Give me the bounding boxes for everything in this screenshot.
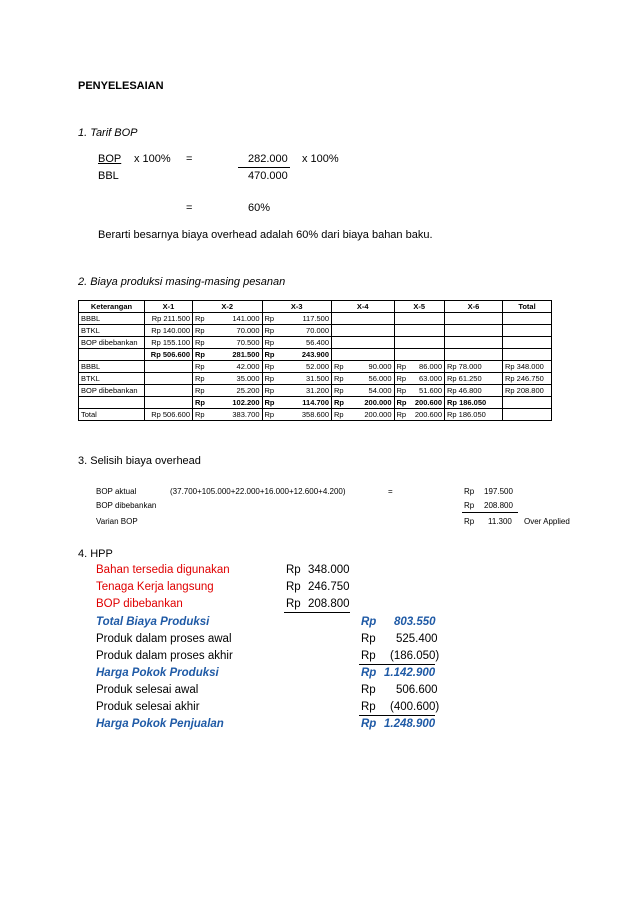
section-3-heading: 3. Selisih biaya overhead	[78, 455, 201, 467]
hpp-row-rp: Rp	[286, 598, 301, 610]
cogm-value: 1.142.900	[384, 667, 436, 679]
header-x5: X-5	[394, 301, 445, 313]
cost-table	[78, 300, 552, 421]
cell-label	[79, 397, 145, 409]
cell-x2: 141.000	[207, 313, 262, 325]
cell-x4	[346, 325, 394, 337]
wip-end-rp: Rp	[361, 650, 376, 662]
table-row	[79, 373, 552, 385]
times-100-label-2: x 100%	[302, 153, 339, 165]
cell-x3: 31.200	[277, 385, 332, 397]
numerator-value: 282.000	[248, 153, 288, 165]
cell-x3: 56.400	[277, 337, 332, 349]
cell-x1: Rp 506.600	[145, 349, 193, 361]
cell-label: BTKL	[79, 325, 145, 337]
hpp-row-value: 208.800	[308, 598, 350, 610]
cell-label: BBBL	[79, 313, 145, 325]
table-row	[79, 409, 552, 421]
cell-x1: Rp 506.600	[145, 409, 193, 421]
cell-x5c: Rp	[394, 409, 409, 421]
cell-x6: Rp 78.000	[445, 361, 503, 373]
cell-total: Rp 208.800	[503, 385, 552, 397]
cell-x6: Rp 46.800	[445, 385, 503, 397]
cell-x3: 358.600	[277, 409, 332, 421]
fg-begin-value: 506.600	[396, 684, 438, 696]
section-2-heading: 2. Biaya produksi masing-masing pesanan	[78, 276, 286, 288]
cell-x6: Rp 186.050	[445, 397, 503, 409]
header-total: Total	[503, 301, 552, 313]
cell-x2: 281.500	[207, 349, 262, 361]
cell-x2c: Rp	[193, 313, 208, 325]
total-production-value: 803.550	[394, 616, 436, 628]
cell-x6	[445, 337, 503, 349]
hpp-row-rp: Rp	[286, 581, 301, 593]
overhead-underline	[284, 612, 350, 613]
cell-x6	[445, 313, 503, 325]
cell-x3c: Rp	[262, 325, 277, 337]
cell-x3c: Rp	[262, 373, 277, 385]
cell-x4	[346, 337, 394, 349]
cell-x4: 200.000	[346, 397, 394, 409]
cell-x5c	[394, 325, 409, 337]
bop-applied-label: BOP dibebankan	[96, 501, 157, 510]
cell-x3c: Rp	[262, 409, 277, 421]
hpp-row-value: 348.000	[308, 564, 350, 576]
cell-x1	[145, 361, 193, 373]
cell-x2: 70.000	[207, 325, 262, 337]
cell-x3: 31.500	[277, 373, 332, 385]
cell-x2c: Rp	[193, 409, 208, 421]
bop-actual-label: BOP aktual	[96, 487, 137, 496]
cell-x4c	[332, 313, 347, 325]
cell-total	[503, 397, 552, 409]
table-row	[79, 361, 552, 373]
cell-x5: 200.600	[409, 409, 445, 421]
cell-x4: 200.000	[346, 409, 394, 421]
fg-end-label: Produk selesai akhir	[96, 701, 200, 713]
cogs-label: Harga Pokok Penjualan	[96, 718, 224, 730]
cell-x4c	[332, 337, 347, 349]
cell-x6	[445, 349, 503, 361]
cell-x1	[145, 397, 193, 409]
cell-x4c: Rp	[332, 361, 347, 373]
wip-end-value: (186.050)	[390, 650, 440, 662]
bop-applied-value: 208.800	[484, 501, 513, 510]
cell-x5: 86.000	[409, 361, 445, 373]
cogm-rp: Rp	[361, 667, 377, 679]
times-100-label: x 100%	[134, 153, 171, 165]
cell-x1: Rp 211.500	[145, 313, 193, 325]
cell-total	[503, 409, 552, 421]
cell-x3c: Rp	[262, 397, 277, 409]
denominator-value: 470.000	[248, 170, 288, 182]
cell-label: Total	[79, 409, 145, 421]
cell-x3c: Rp	[262, 313, 277, 325]
cell-x2: 102.200	[207, 397, 262, 409]
variance-value: 11.300	[488, 517, 512, 526]
cell-x3: 117.500	[277, 313, 332, 325]
cogs-value: 1.248.900	[384, 718, 436, 730]
cell-x3: 114.700	[277, 397, 332, 409]
table-row	[79, 397, 552, 409]
header-x2: X-2	[193, 301, 263, 313]
hpp-row-value: 246.750	[308, 581, 350, 593]
table-row	[79, 349, 552, 361]
cell-x4: 90.000	[346, 361, 394, 373]
bop-actual-equals: =	[388, 487, 393, 496]
fraction-line	[238, 167, 290, 168]
variance-note: Over Applied	[524, 517, 570, 526]
cell-x3c: Rp	[262, 385, 277, 397]
cell-x2c: Rp	[193, 373, 208, 385]
cell-x5c: Rp	[394, 397, 409, 409]
cell-x5	[409, 325, 445, 337]
conclusion-text: Berarti besarnya biaya overhead adalah 60% dari biaya bahan baku.	[98, 229, 433, 241]
cell-x5c: Rp	[394, 373, 409, 385]
cell-x3c: Rp	[262, 349, 277, 361]
cell-x2c: Rp	[193, 361, 208, 373]
cell-total: Rp 246.750	[503, 373, 552, 385]
cell-label: BBBL	[79, 361, 145, 373]
wip-begin-label: Produk dalam proses awal	[96, 633, 232, 645]
cell-label	[79, 349, 145, 361]
cogm-label: Harga Pokok Produksi	[96, 667, 219, 679]
cell-x5c: Rp	[394, 361, 409, 373]
section-1-heading: 1. Tarif BOP	[78, 127, 138, 139]
table-row	[79, 385, 552, 397]
cell-x2: 383.700	[207, 409, 262, 421]
cell-x4c: Rp	[332, 385, 347, 397]
variance-label: Varian BOP	[96, 517, 138, 526]
cell-x2c: Rp	[193, 397, 208, 409]
cell-total	[503, 313, 552, 325]
bop-applied-rp: Rp	[464, 501, 475, 510]
cell-x3c: Rp	[262, 361, 277, 373]
table-header-row	[79, 301, 552, 313]
header-x4: X-4	[332, 301, 395, 313]
cell-label: BOP dibebankan	[79, 337, 145, 349]
cell-total	[503, 337, 552, 349]
cell-x6: Rp 186.050	[445, 409, 503, 421]
table-row	[79, 325, 552, 337]
hpp-row-label: Bahan tersedia digunakan	[96, 564, 230, 576]
fraction-numerator: BOP	[98, 153, 122, 165]
cell-x4c: Rp	[332, 397, 347, 409]
cell-x4: 56.000	[346, 373, 394, 385]
cell-x3: 70.000	[277, 325, 332, 337]
header-x3: X-3	[262, 301, 332, 313]
cell-x5c: Rp	[394, 385, 409, 397]
applied-underline	[462, 512, 518, 513]
table-row	[79, 337, 552, 349]
cell-x1: Rp 140.000	[145, 325, 193, 337]
cell-x4	[346, 349, 394, 361]
cell-x2: 70.500	[207, 337, 262, 349]
header-x6: X-6	[445, 301, 503, 313]
hpp-row-label: Tenaga Kerja langsung	[96, 581, 214, 593]
cell-x1	[145, 385, 193, 397]
cell-x5: 63.000	[409, 373, 445, 385]
cell-x3: 243.900	[277, 349, 332, 361]
cell-x5	[409, 349, 445, 361]
bop-actual-value: 197.500	[484, 487, 513, 496]
cell-x4: 54.000	[346, 385, 394, 397]
fg-begin-rp: Rp	[361, 684, 376, 696]
cogs-rp: Rp	[361, 718, 377, 730]
cell-x3c: Rp	[262, 337, 277, 349]
cell-x5	[409, 337, 445, 349]
hpp-row-label: BOP dibebankan	[96, 598, 183, 610]
cell-x3: 52.000	[277, 361, 332, 373]
fg-end-value: (400.600)	[390, 701, 440, 713]
header-keterangan: Keterangan	[79, 301, 145, 313]
bop-actual-formula: (37.700+105.000+22.000+16.000+12.600+4.200)	[170, 487, 346, 496]
cell-x5c	[394, 313, 409, 325]
cell-x1: Rp 155.100	[145, 337, 193, 349]
cell-x4c: Rp	[332, 409, 347, 421]
cell-x5: 200.600	[409, 397, 445, 409]
cell-x6	[445, 325, 503, 337]
cell-x2c: Rp	[193, 349, 208, 361]
header-x1: X-1	[145, 301, 193, 313]
total-production-rp: Rp	[361, 616, 377, 628]
cell-x2: 35.000	[207, 373, 262, 385]
cell-x5c	[394, 349, 409, 361]
fg-end-rp: Rp	[361, 701, 376, 713]
cell-x2: 25.200	[207, 385, 262, 397]
cell-label: BTKL	[79, 373, 145, 385]
cell-x5: 51.600	[409, 385, 445, 397]
equals-sign: =	[186, 153, 193, 165]
section-4-heading: 4. HPP	[78, 548, 113, 560]
cell-total	[503, 325, 552, 337]
bop-actual-rp: Rp	[464, 487, 475, 496]
cell-x5	[409, 313, 445, 325]
fg-begin-label: Produk selesai awal	[96, 684, 199, 696]
cell-x2c: Rp	[193, 337, 208, 349]
page-title: PENYELESAIAN	[78, 80, 164, 92]
total-production-label: Total Biaya Produksi	[96, 616, 210, 628]
cell-x4	[346, 313, 394, 325]
cell-label: BOP dibebankan	[79, 385, 145, 397]
cell-x4c	[332, 349, 347, 361]
fraction-denominator: BBL	[98, 170, 119, 182]
cell-x4c	[332, 325, 347, 337]
table-row	[79, 313, 552, 325]
wip-end-label: Produk dalam proses akhir	[96, 650, 233, 662]
cell-x1	[145, 373, 193, 385]
wip-begin-value: 525.400	[396, 633, 438, 645]
cell-total: Rp 348.000	[503, 361, 552, 373]
equals-sign-2: =	[186, 202, 193, 214]
cell-x2c: Rp	[193, 385, 208, 397]
cell-x5c	[394, 337, 409, 349]
cell-x6: Rp 61.250	[445, 373, 503, 385]
cell-x4c: Rp	[332, 373, 347, 385]
variance-rp: Rp	[464, 517, 475, 526]
cell-x2c: Rp	[193, 325, 208, 337]
hpp-row-rp: Rp	[286, 564, 301, 576]
cell-total	[503, 349, 552, 361]
cell-x2: 42.000	[207, 361, 262, 373]
wip-end-underline	[359, 664, 435, 665]
wip-begin-rp: Rp	[361, 633, 376, 645]
rate-result: 60%	[248, 202, 271, 214]
fg-end-underline	[359, 715, 435, 716]
